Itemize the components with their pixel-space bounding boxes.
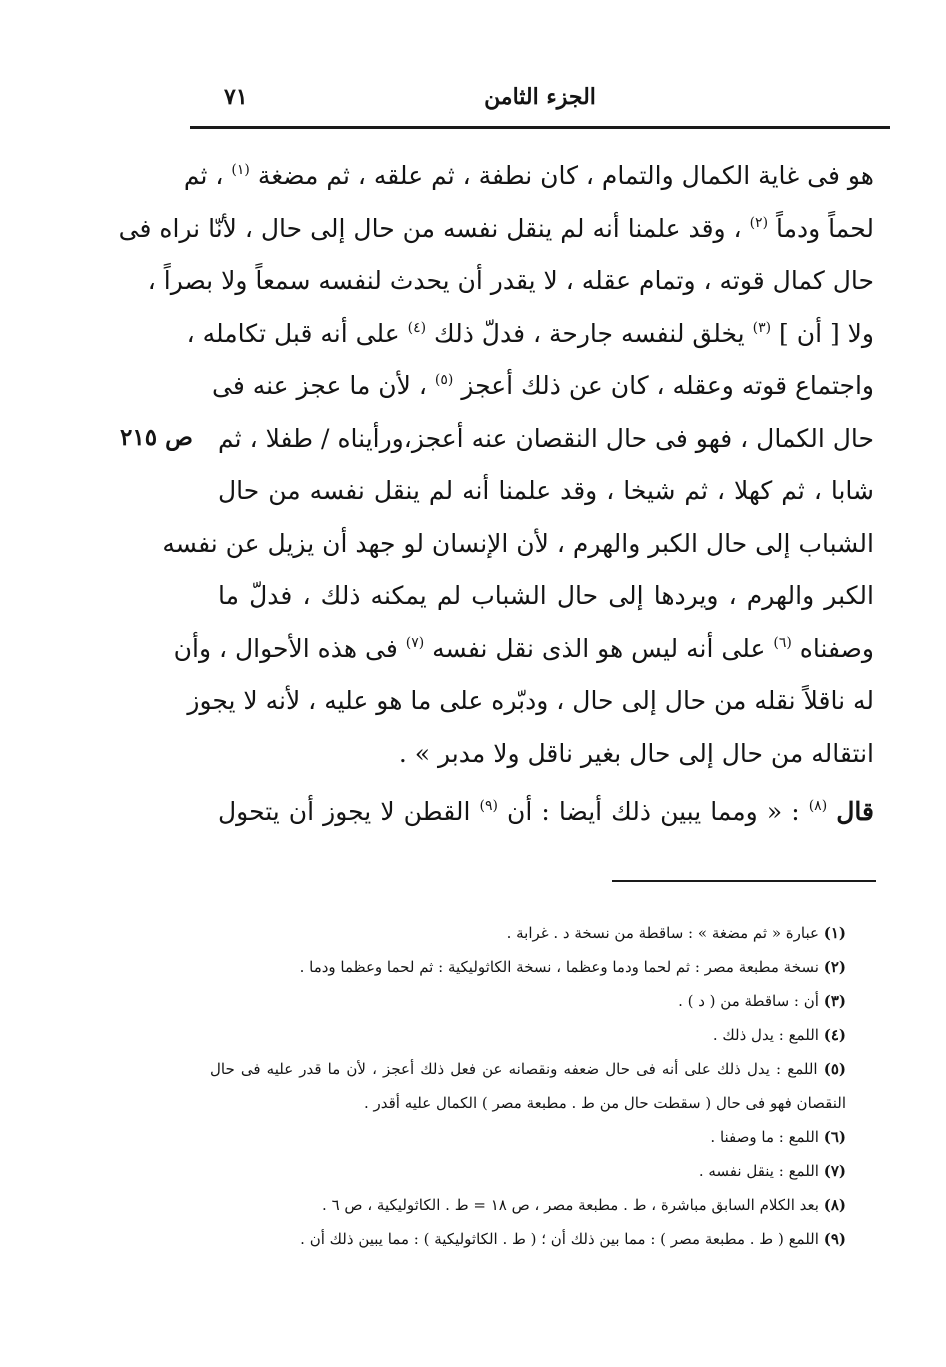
footnote-6: [210, 1120, 874, 1154]
footnote-number: (٧): [823, 1162, 846, 1180]
footnote-number: (٤): [823, 1026, 846, 1044]
footnote-3: [210, 984, 874, 1018]
footnote-number: (٣): [823, 992, 846, 1010]
text-span: وصفناه: [799, 633, 874, 663]
footnote-marker: (١): [231, 162, 250, 178]
footnote-text: اللمع : ينقل نفسه .: [698, 1162, 819, 1180]
text-line-13: [218, 786, 874, 839]
footnote-text: اللمع ( ط . مطبعة مصر ) : مما بين ذلك أن ؛ ( ط . الكاثوليكية ) : مما يبين ذلك أن .: [300, 1230, 819, 1248]
footnote-number: (١): [823, 924, 846, 942]
qal-word: قال: [836, 797, 874, 826]
text-line-9: الكبر والهرم ، ويردها إلى حال الشباب لم يمكنه ذلك ، فدلّ ما: [218, 581, 874, 610]
text-line-7: شابا ، ثم كهلا ، ثم شيخا ، وقد علمنا أنه لم ينقل نفسه من حال: [218, 476, 874, 505]
footnote-5: [210, 1052, 874, 1120]
footnote-marker: (٩): [479, 798, 498, 814]
running-title: الجزء الثامن: [484, 84, 596, 110]
footnote-rule: [612, 880, 876, 882]
text-line-1: [183, 150, 874, 203]
text-span: فى هذه الأحوال ، وأن: [173, 633, 398, 663]
text-line-6: حال الكمال ، فهو فى حال النقصان عنه أعجز،ورأيناه / طفلا ، ثم: [218, 423, 874, 453]
footnote-text: اللمع : يدل ذلك على أنه فى حال ضعفه ونقصانه عن فعل ذلك أعجز ، لأن ما قدر عليه فى حال النقصان فهو فى حال ( سقطت حال من ط . مطبعة مصر ) الكمال عليه أقدر .: [210, 1060, 846, 1112]
header-rule: [190, 126, 890, 129]
footnote-text: بعد الكلام السابق مباشرة ، ط . مطبعة مصر ، ص ١٨ = ط . الكاثوليكية ، ص ٦ .: [322, 1196, 819, 1214]
footnote-text: اللمع : ما وصفنا .: [710, 1128, 819, 1146]
text-span: يخلق لنفسه جارحة ، فدلّ ذلك: [434, 318, 745, 348]
text-span: ، لأن ما عجز عنه فى: [212, 371, 427, 400]
text-line-12: انتقاله من حال إلى حال بغير ناقل ولا مدبر » .: [398, 738, 874, 768]
text-span: على أنه قبل تكامله ،: [186, 318, 400, 348]
text-span: ولا [ أن ]: [779, 318, 874, 348]
footnote-9: [210, 1222, 874, 1256]
footnote-marker: (٨): [808, 798, 828, 814]
text-span: القطن لا يجوز أن يتحول: [218, 797, 471, 826]
text-span: ، ثم: [183, 161, 224, 190]
footnote-number: (٢): [823, 958, 846, 976]
text-line-8: الشباب إلى حال الكبر والهرم ، لأن الإنسان لو جهد أن يزيل عن نفسه: [162, 528, 874, 558]
footnote-marker: (٥): [434, 372, 454, 388]
text-span: لحماً ودماً: [776, 213, 874, 243]
footnote-marker: (٢): [749, 214, 769, 231]
margin-page-reference: ص ٢١٥: [120, 424, 193, 451]
text-line-11: له ناقلاً نقله من حال إلى حال ، ودبّره على ما هو عليه ، لأنه لا يجوز: [187, 686, 874, 715]
footnote-8: [210, 1188, 874, 1222]
text-line-4: [186, 308, 874, 361]
text-span: هو فى غاية الكمال والتمام ، كان نطفة ، ثم علقه ، ثم مضغة: [257, 161, 874, 190]
footnote-2: [210, 950, 874, 984]
page-number: ٧١: [224, 84, 248, 110]
footnote-marker: (٣): [752, 319, 772, 336]
page-header: [190, 78, 890, 118]
footnote-text: أن : ساقطة من ( د ) .: [678, 992, 819, 1010]
footnote-marker: (٦): [773, 634, 792, 651]
text-span: واجتماع قوته وعقله ، كان عن ذلك أعجز: [461, 371, 874, 400]
text-line-2: [118, 203, 874, 256]
footnote-text: اللمع : يدل ذلك .: [712, 1026, 819, 1044]
footnote-text: نسخة مطبعة مصر : ثم لحما ودما وعظما ، نسخة الكاثوليكية : ثم لحما وعظما ودما .: [299, 958, 819, 976]
footnote-4: [210, 1018, 874, 1052]
text-line-3: حال كمال قوته ، وتمام عقله ، لا يقدر أن يحدث لنفسه سمعاً ولا بصراً ،: [147, 266, 874, 295]
text-line-10: [173, 623, 874, 676]
footnote-text: عبارة « ثم مضغة » : ساقطة من نسخة د . غرابة .: [506, 924, 819, 942]
footnote-marker: (٧): [405, 634, 425, 651]
text-span: : « ومما يبين ذلك أيضا : أن: [507, 797, 800, 826]
footnote-1: [210, 916, 874, 950]
text-span: على أنه ليس هو الذى نقل نفسه: [432, 633, 766, 663]
text-line-5: [212, 360, 874, 413]
footnote-number: (٦): [823, 1128, 846, 1146]
footnote-number: (٨): [823, 1196, 846, 1214]
footnotes: [210, 916, 874, 1256]
text-span: ، وقد علمنا أنه لم ينقل نفسه من حال إلى حال ، لأنّا نراه فى: [118, 213, 742, 243]
footnote-7: [210, 1154, 874, 1188]
footnote-number: (٥): [823, 1060, 846, 1078]
footnote-marker: (٤): [407, 319, 427, 336]
footnote-number: (٩): [823, 1230, 846, 1248]
